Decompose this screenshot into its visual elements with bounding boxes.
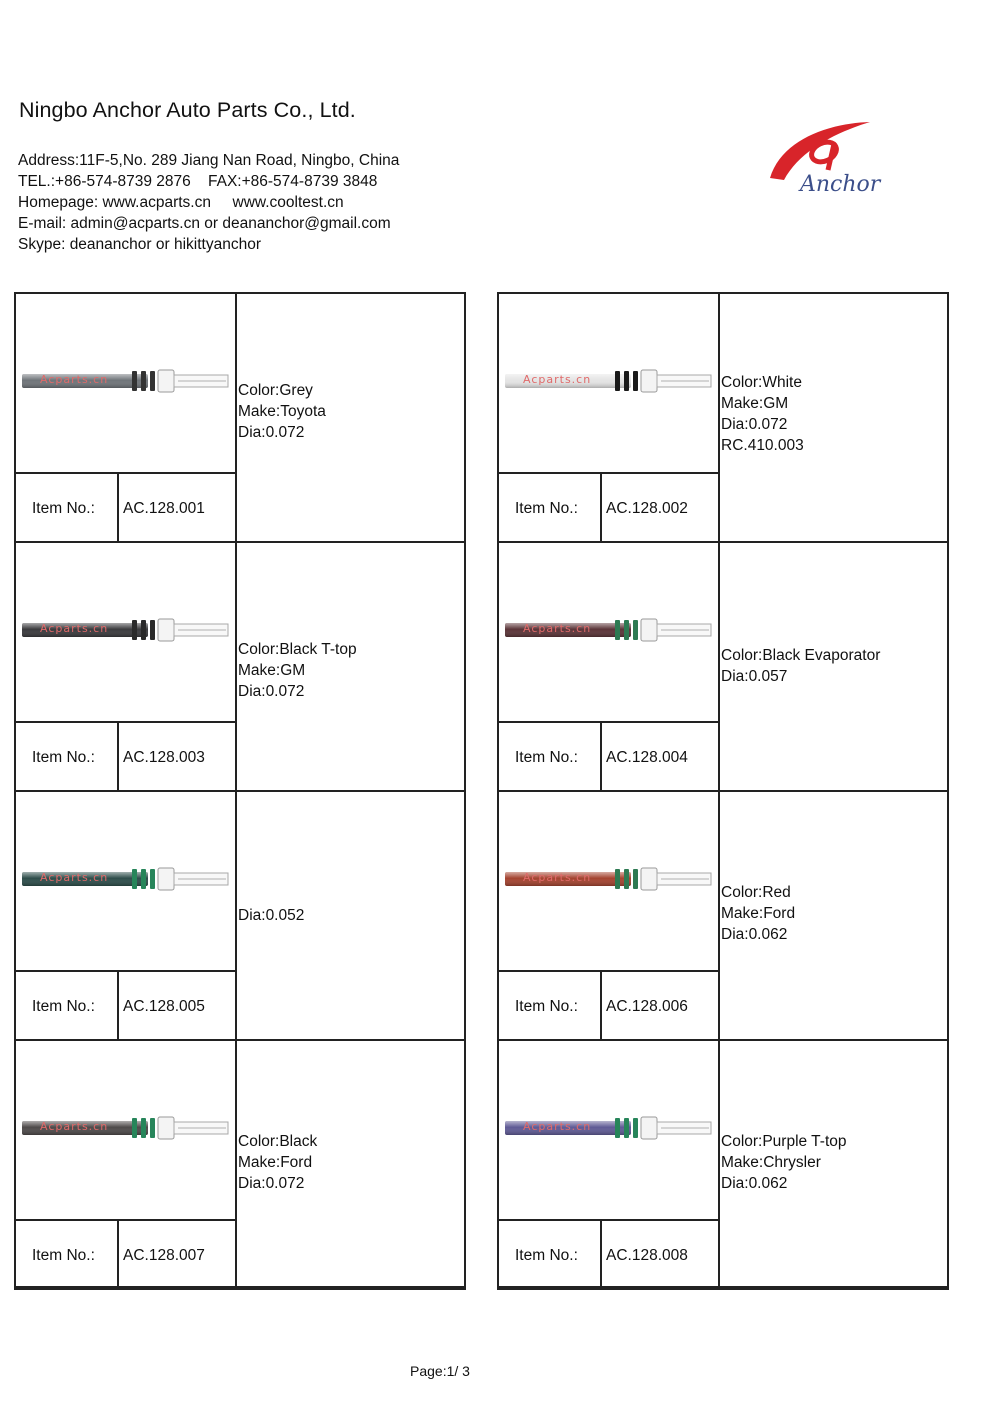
company-name: Ningbo Anchor Auto Parts Co., Ltd.	[19, 98, 356, 122]
table-border	[600, 473, 602, 541]
detail-line: Make:GM	[238, 662, 306, 679]
product-details	[238, 905, 458, 926]
item-no-label: Item No.:	[515, 998, 578, 1015]
detail-line: Make:Ford	[721, 905, 796, 922]
product-card	[14, 1039, 464, 1288]
watermark-text: Acparts.cn	[523, 622, 592, 635]
table-border	[235, 541, 237, 790]
item-no-label: Item No.:	[32, 749, 95, 766]
detail-line: Color:White	[721, 374, 802, 391]
item-no-label: Item No.:	[515, 1247, 578, 1264]
table-border	[117, 971, 119, 1039]
item-no-value: AC.128.004	[606, 749, 688, 766]
valve-collar	[158, 619, 174, 641]
detail-line: Dia:0.072	[238, 424, 305, 441]
detail-line: Color:Red	[721, 884, 791, 901]
valve-ring	[624, 371, 629, 391]
table-border	[235, 790, 237, 1039]
table-border	[718, 1039, 720, 1288]
product-details	[721, 372, 941, 456]
product-details	[238, 639, 458, 702]
item-no-label: Item No.:	[32, 998, 95, 1015]
product-card	[497, 1039, 947, 1288]
valve-ring	[132, 869, 137, 889]
email-line: E-mail: admin@acparts.cn or deananchor@gmail.com	[18, 215, 391, 232]
watermark-text: Acparts.cn	[40, 373, 109, 386]
product-card	[497, 541, 947, 790]
valve-collar	[158, 1117, 174, 1139]
valve-collar	[641, 370, 657, 392]
product-image	[20, 1115, 232, 1145]
detail-line: Make:Toyota	[238, 403, 326, 420]
detail-line: Make:Ford	[238, 1154, 313, 1171]
valve-ring	[633, 1118, 638, 1138]
detail-line: Make:GM	[721, 395, 789, 412]
contact-block	[18, 150, 399, 255]
product-card	[14, 790, 464, 1039]
detail-line: Dia:0.072	[238, 1175, 305, 1192]
valve-ring	[150, 869, 155, 889]
valve-ring	[141, 371, 146, 391]
product-image	[20, 368, 232, 398]
product-image	[503, 866, 715, 896]
valve-collar	[641, 1117, 657, 1139]
table-border	[718, 292, 720, 541]
table-border	[600, 722, 602, 790]
table-border	[117, 1220, 119, 1288]
detail-line: Color:Black Evaporator	[721, 647, 881, 664]
table-border	[497, 1219, 719, 1221]
table-border	[14, 970, 236, 972]
table-border	[117, 722, 119, 790]
product-image	[503, 1115, 715, 1145]
table-border	[497, 1286, 947, 1288]
table-border	[14, 721, 236, 723]
valve-ring	[132, 1118, 137, 1138]
watermark-text: Acparts.cn	[523, 1120, 592, 1133]
product-details	[721, 882, 941, 945]
valve-ring	[624, 1118, 629, 1138]
product-details	[721, 1131, 941, 1194]
table-border	[497, 970, 719, 972]
product-details	[238, 380, 458, 443]
table-border	[497, 472, 719, 474]
valve-ring	[615, 620, 620, 640]
table-border	[14, 1286, 464, 1288]
table-border	[14, 472, 236, 474]
table-border	[718, 541, 720, 790]
product-image	[20, 866, 232, 896]
valve-ring	[633, 869, 638, 889]
valve-ring	[141, 620, 146, 640]
phone-fax-line: TEL.:+86-574-8739 2876 FAX:+86-574-8739 3848	[18, 173, 378, 190]
page-number: Page:1/ 3	[410, 1363, 470, 1379]
detail-line: Dia:0.062	[721, 1175, 788, 1192]
valve-collar	[641, 868, 657, 890]
watermark-text: Acparts.cn	[40, 871, 109, 884]
detail-line: Dia:0.057	[721, 668, 788, 685]
skype-line: Skype: deananchor or hikittyanchor	[18, 236, 261, 253]
watermark-text: Acparts.cn	[40, 1120, 109, 1133]
product-image	[503, 368, 715, 398]
item-no-value: AC.128.002	[606, 500, 688, 517]
detail-line: Make:Chrysler	[721, 1154, 821, 1171]
item-no-label: Item No.:	[32, 1247, 95, 1264]
product-details	[721, 645, 941, 687]
detail-line: Color:Grey	[238, 382, 313, 399]
detail-line: Color:Purple T-top	[721, 1133, 847, 1150]
table-border	[718, 790, 720, 1039]
item-no-value: AC.128.006	[606, 998, 688, 1015]
watermark-text: Acparts.cn	[40, 622, 109, 635]
valve-ring	[615, 1118, 620, 1138]
anchor-logo	[762, 118, 897, 203]
valve-ring	[150, 1118, 155, 1138]
item-no-label: Item No.:	[515, 500, 578, 517]
valve-ring	[624, 620, 629, 640]
valve-ring	[615, 869, 620, 889]
valve-ring	[624, 869, 629, 889]
valve-ring	[132, 371, 137, 391]
valve-ring	[141, 1118, 146, 1138]
detail-line: Dia:0.072	[721, 416, 788, 433]
watermark-text: Acparts.cn	[523, 373, 592, 386]
table-border	[235, 1039, 237, 1288]
table-border	[600, 971, 602, 1039]
item-no-value: AC.128.008	[606, 1247, 688, 1264]
detail-line: Dia:0.052	[238, 907, 305, 924]
product-card	[497, 292, 947, 541]
valve-ring	[633, 620, 638, 640]
table-border	[600, 1220, 602, 1288]
detail-line: RC.410.003	[721, 437, 804, 454]
table-border	[497, 721, 719, 723]
detail-line: Color:Black T-top	[238, 641, 357, 658]
watermark-text: Acparts.cn	[523, 871, 592, 884]
detail-line: Dia:0.072	[238, 683, 305, 700]
item-no-value: AC.128.003	[123, 749, 205, 766]
table-border	[235, 292, 237, 541]
logo-wordmark: Anchor	[800, 172, 881, 197]
item-no-value: AC.128.005	[123, 998, 205, 1015]
item-no-label: Item No.:	[515, 749, 578, 766]
valve-collar	[641, 619, 657, 641]
detail-line: Color:Black	[238, 1133, 318, 1150]
valve-collar	[158, 868, 174, 890]
valve-ring	[150, 620, 155, 640]
item-no-label: Item No.:	[32, 500, 95, 517]
detail-line: Dia:0.062	[721, 926, 788, 943]
valve-ring	[150, 371, 155, 391]
table-border	[14, 1219, 236, 1221]
item-no-value: AC.128.001	[123, 500, 205, 517]
product-card	[14, 541, 464, 790]
valve-ring	[615, 371, 620, 391]
product-details	[238, 1131, 458, 1194]
product-image	[20, 617, 232, 647]
valve-ring	[633, 371, 638, 391]
homepage-line: Homepage: www.acparts.cn www.cooltest.cn	[18, 194, 344, 211]
table-border	[117, 473, 119, 541]
valve-collar	[158, 370, 174, 392]
product-card	[14, 292, 464, 541]
item-no-value: AC.128.007	[123, 1247, 205, 1264]
address-line: Address:11F-5,No. 289 Jiang Nan Road, Ningbo, China	[18, 152, 400, 169]
product-image	[503, 617, 715, 647]
valve-ring	[141, 869, 146, 889]
anchor-logo-icon	[762, 118, 897, 203]
valve-ring	[132, 620, 137, 640]
product-card	[497, 790, 947, 1039]
